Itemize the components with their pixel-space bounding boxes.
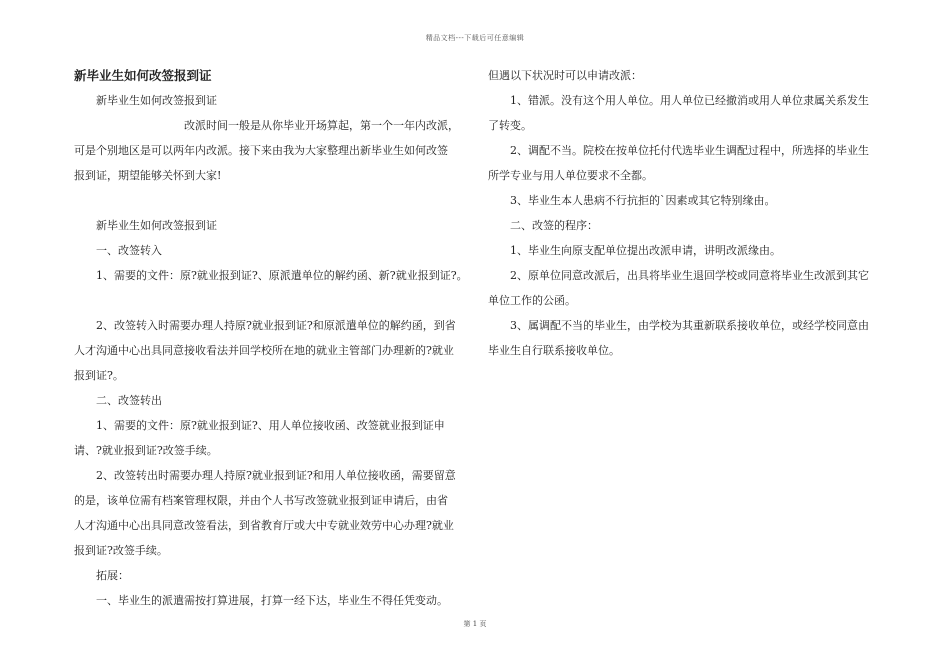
text-line: 2、原单位同意改派后，出具将毕业生退回学校或同意将毕业生改派到其它 xyxy=(510,269,869,282)
text-line: 可是个别地区是可以两年内改派。接下来由我为大家整理出新毕业生如何改签 xyxy=(74,144,448,157)
text-line: 1、需要的文件：原?就业报到证?、原派遣单位的解约函、新?就业报到证?。 xyxy=(96,269,468,282)
text-line: 人才沟通中心出具同意改签看法，到省教育厅或大中专就业效劳中心办理?就业 xyxy=(74,519,454,532)
text-line: 二、改签转出 xyxy=(96,394,162,407)
text-line: 1、错派。没有这个用人单位。用人单位已经撤消或用人单位隶属关系发生 xyxy=(510,94,869,107)
text-line: 3、属调配不当的毕业生，由学校为其重新联系接收单位，或经学校同意由 xyxy=(510,319,869,332)
page-number: 第 1 页 xyxy=(463,620,487,628)
text-line: 报到证?改签手续。 xyxy=(74,544,168,557)
text-line: 二、改签的程序： xyxy=(510,219,598,232)
text-line: 拓展： xyxy=(96,569,129,582)
left-text-column xyxy=(74,63,466,613)
text-line: 人才沟通中心出具同意接收看法并回学校所在地的就业主管部门办理新的?就业 xyxy=(74,344,454,357)
text-line: 了转变。 xyxy=(488,119,532,132)
text-line: 的是，该单位需有档案管理权限，并由个人书写改签就业报到证申请后，由省 xyxy=(74,494,448,507)
blank-line xyxy=(74,288,466,313)
text-line: 1、毕业生向原支配单位提出改派申请，讲明改派缘由。 xyxy=(510,244,781,257)
text-line: 报到证，期望能够关怀到大家! xyxy=(74,169,222,182)
text-line: 一、改签转入 xyxy=(96,244,162,257)
text-line: 改派时间一般是从你毕业开场算起，第一个一年内改派， xyxy=(184,119,459,132)
text-line: 所学专业与用人单位要求不全都。 xyxy=(488,169,653,182)
text-line: 3、毕业生本人患病不行抗拒的`因素或其它特别缘由。 xyxy=(510,194,776,207)
text-line: 2、改签转入时需要办理人持原?就业报到证?和原派遣单位的解约函，到省 xyxy=(96,319,456,332)
text-line: 2、调配不当。院校在按单位托付代选毕业生调配过程中，所选择的毕业生 xyxy=(510,144,869,157)
text-line: 新毕业生如何改签报到证 xyxy=(96,94,217,107)
text-line: 单位工作的公函。 xyxy=(488,294,576,307)
text-line: 一、毕业生的派遣需按打算进展，打算一经下达，毕业生不得任凭变动。 xyxy=(96,594,448,607)
text-line: 新毕业生如何改签报到证 xyxy=(96,219,217,232)
text-line: 报到证?。 xyxy=(74,369,124,382)
right-text-column xyxy=(488,63,880,363)
document-title: 新毕业生如何改签报到证 xyxy=(74,68,212,83)
text-line: 请、?就业报到证?改签手续。 xyxy=(74,444,218,457)
blank-line xyxy=(74,188,466,213)
page-header-note: 精品文档---下载后可任意编辑 xyxy=(425,34,525,42)
text-line: 但遇以下状况时可以申请改派： xyxy=(488,69,642,82)
text-line: 1、需要的文件：原?就业报到证?、用人单位接收函、改签就业报到证申 xyxy=(96,419,445,432)
text-line: 2、改签转出时需要办理人持原?就业报到证?和用人单位接收函，需要留意 xyxy=(96,469,456,482)
text-line: 毕业生自行联系接收单位。 xyxy=(488,344,620,357)
